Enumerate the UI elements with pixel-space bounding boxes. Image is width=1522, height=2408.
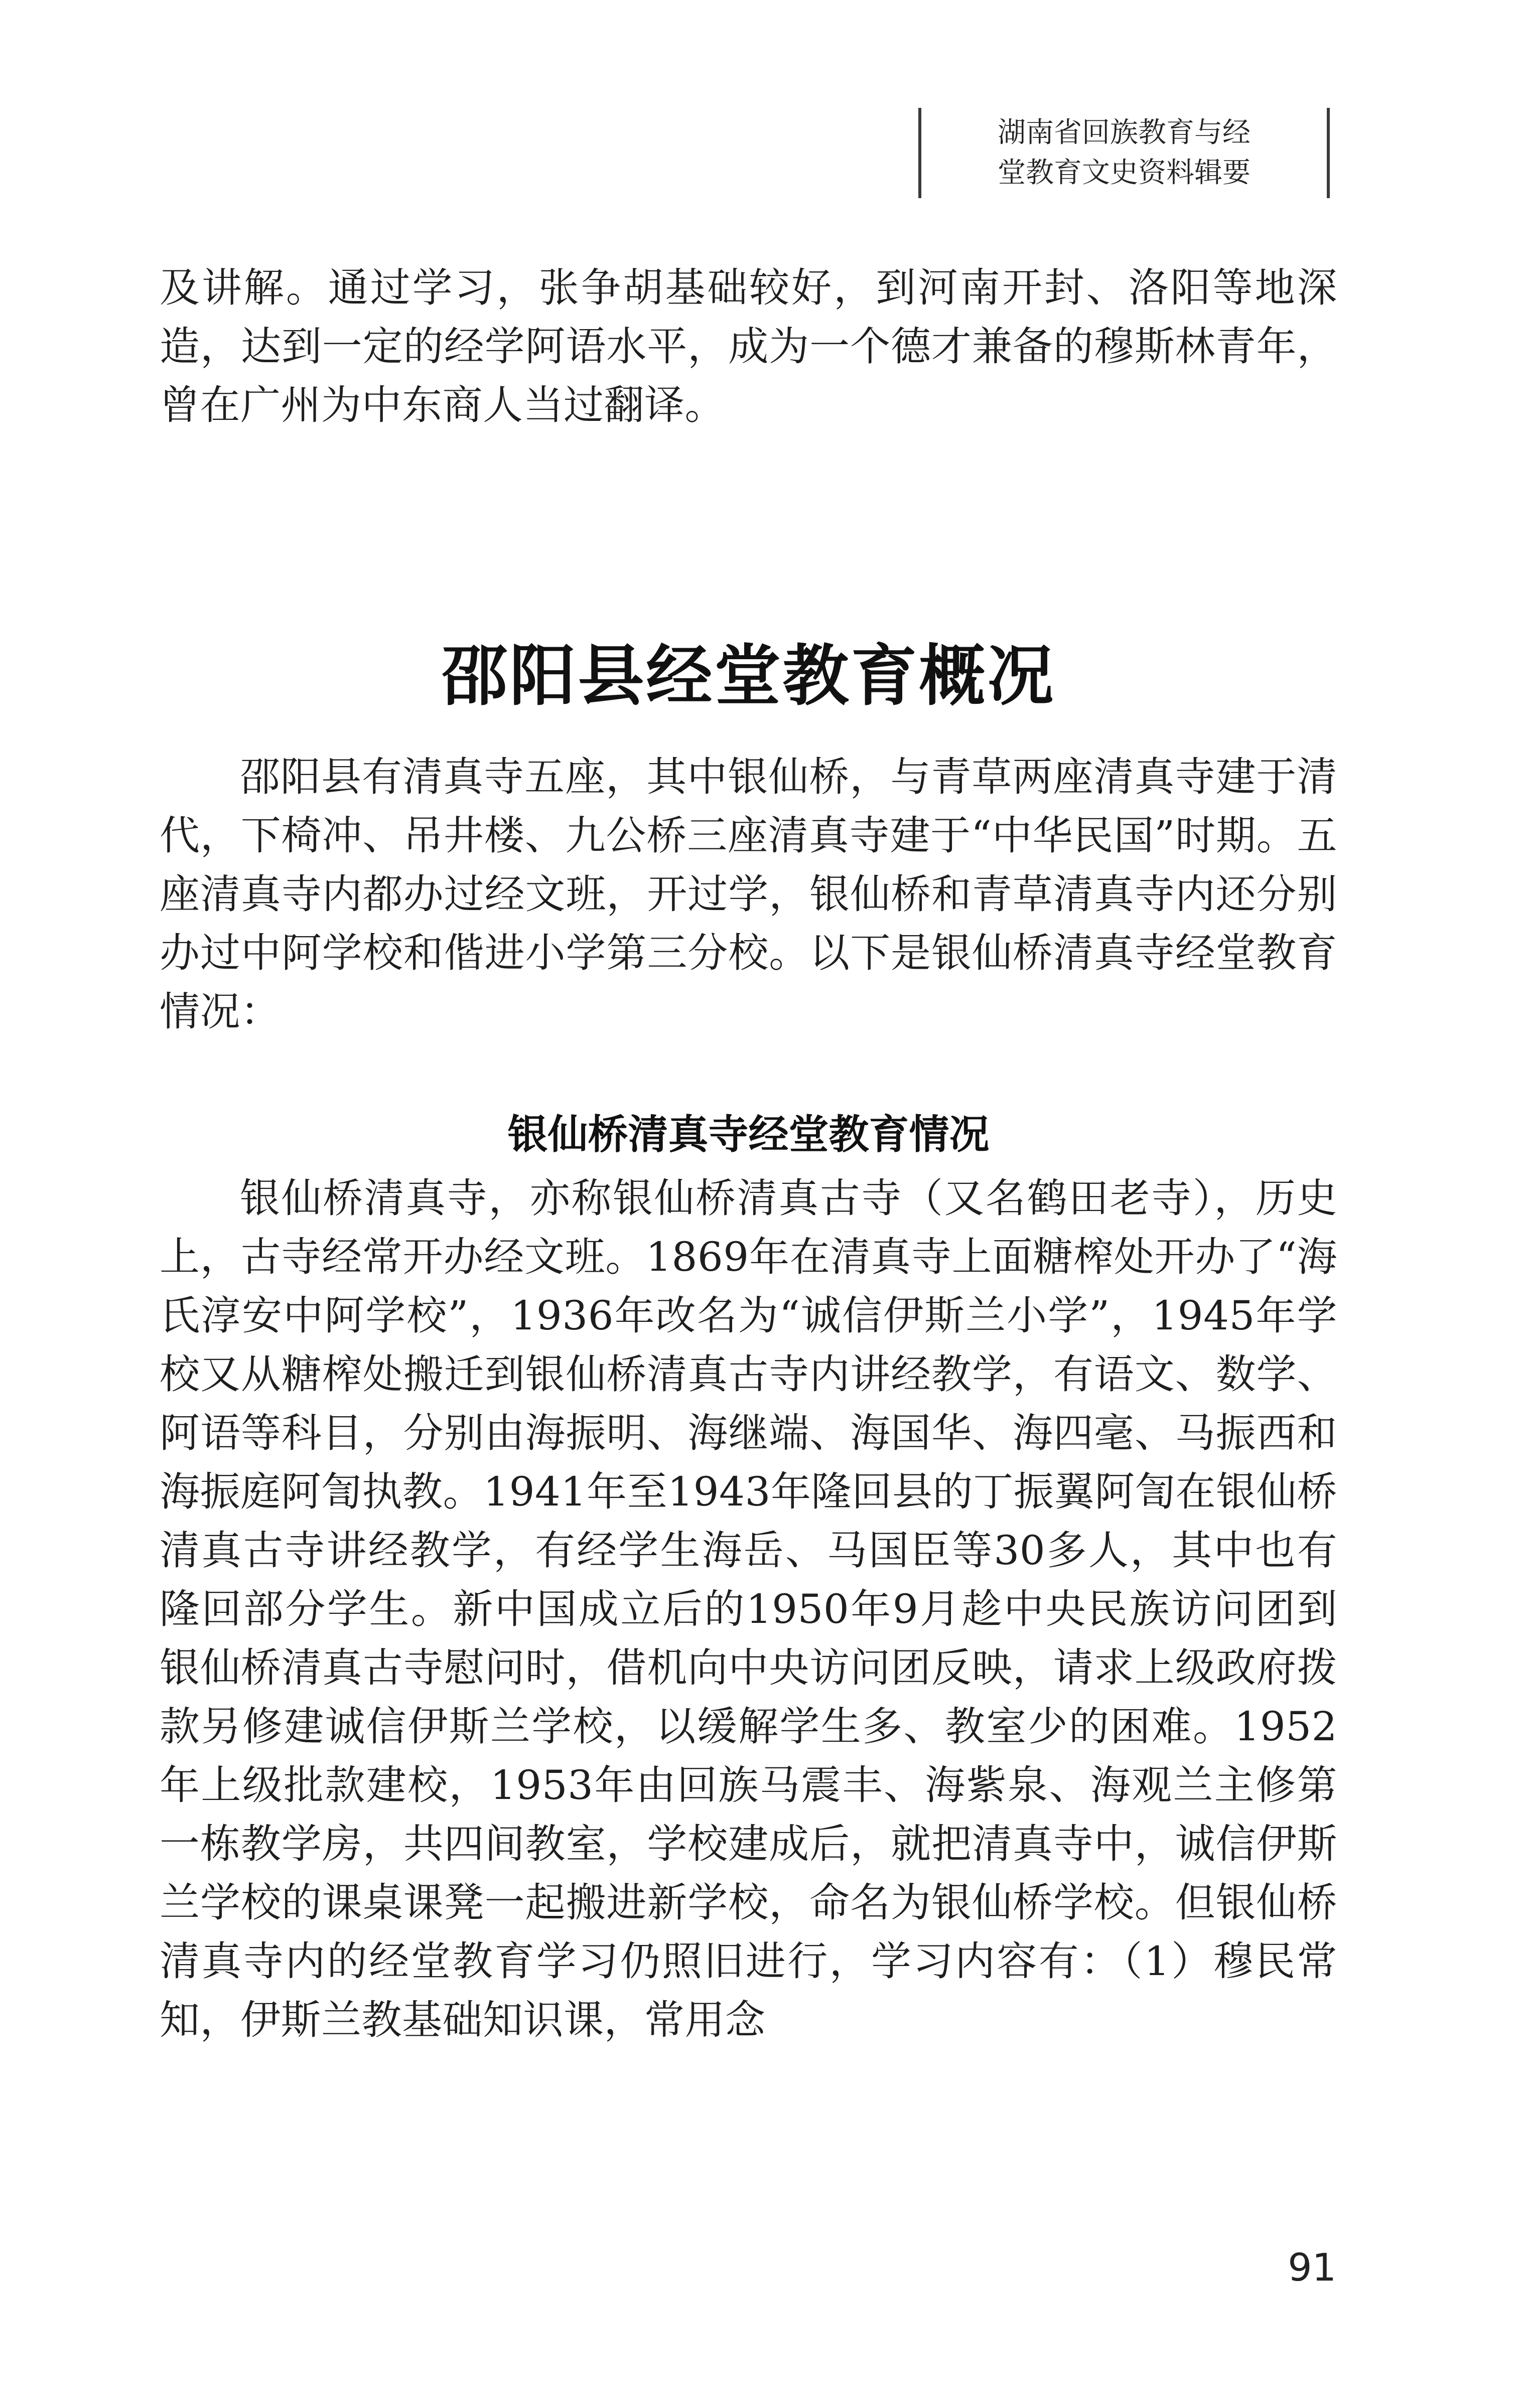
section-subtitle: 银仙桥清真寺经堂教育情况	[507, 1111, 990, 1158]
running-header-title	[938, 113, 1310, 193]
continuation-paragraph: 及讲解。通过学习，张争胡基础较好，到河南开封、洛阳等地深造，达到一定的经学阿语水平，成为一个德才兼备的穆斯林青年，曾在广州为中东商人当过翻译。	[160, 264, 1337, 428]
header-title-line-1: 湖南省回族教育与经	[998, 116, 1251, 149]
header-left-rule	[918, 108, 921, 198]
header-title-line-2: 堂教育文史资料辑要	[998, 157, 1251, 189]
intro-paragraph: 邵阳县有清真寺五座，其中银仙桥，与青草两座清真寺建于清代，下椅冲、吊井楼、九公桥三座清真寺建于“中华民国”时期。五座清真寺内都办过经文班，开过学，银仙桥和青草清真寺内还分别办过中阿学校和偕进小学第三分校。以下是银仙桥清真寺经堂教育情况：	[160, 754, 1337, 1035]
page-number: 91	[1288, 2245, 1336, 2290]
header-right-rule	[1327, 108, 1330, 198]
main-paragraph: 银仙桥清真寺，亦称银仙桥清真古寺（又名鹤田老寺），历史上，古寺经常开办经文班。1869年在清真寺上面糖榨处开办了“海氏淳安中阿学校”，1936年改名为“诚信伊斯兰小学”，1945年学校又从糖榨处搬迁到银仙桥清真古寺内讲经教学，有语文、数学、阿语等科目，分别由海振明、海继端、海国华、海四毫、马振西和海振庭阿訇执教。1941年至1943年隆回县的丁振翼阿訇在银仙桥清真古寺讲经教学，有经学生海岳、马国臣等30多人，其中也有隆回部分学生。新中国成立后的1950年9月趁中央民族访问团到银仙桥清真古寺慰问时，借机向中央访问团反映，请求上级政府拨款另修建诚信伊斯兰学校，以缓解学生多、教室少的困难。1952年上级批款建校，1953年由回族马震丰、海紫泉、海观兰主修第一栋教学房，共四间教室，学校建成后，就把清真寺中，诚信伊斯兰学校的课桌课凳一起搬进新学校，命名为银仙桥学校。但银仙桥清真寺内的经堂教育学习仍照旧进行，学习内容有：（1）穆民常知，伊斯兰教基础知识课，常用念	[160, 1175, 1337, 2043]
chapter-title: 邵阳县经堂教育概况	[441, 638, 1056, 715]
running-header	[918, 108, 1330, 198]
